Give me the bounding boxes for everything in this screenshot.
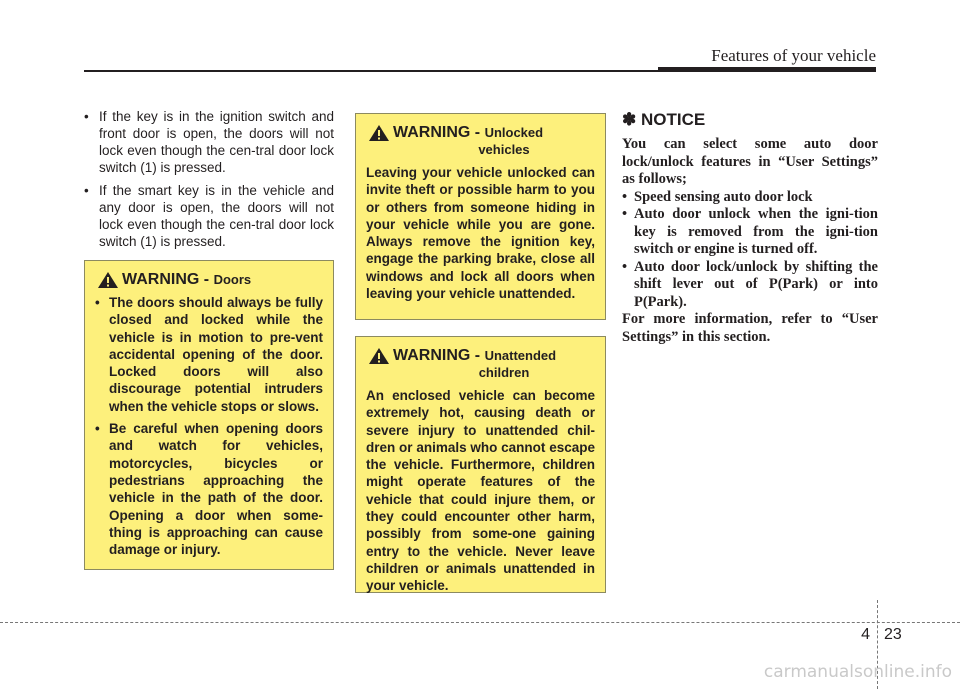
watermark-logo: carmanualsonline.info: [763, 662, 952, 682]
warning-label: WARNING -: [393, 347, 481, 364]
warning-subject: Unattended: [484, 348, 557, 363]
notice-outro: For more information, refer to “User Settings” in this section.: [622, 311, 878, 345]
warning-box-unattended-children: [355, 336, 606, 593]
notice-list-item: • Auto door lock/unlock by shifting the shift lever out of P(Park) or into P(Park).: [622, 259, 878, 312]
warning-subject-line2: children: [478, 365, 530, 380]
warning-triangle-icon: [368, 124, 390, 142]
warning-doors-item: • Be careful when opening doors and watch for vehicles, motorcycles, bicycles or pedestrians approaching the vehicle in the path of the door. Opening a door when some-thing is approaching can cause damage or injury.: [95, 420, 323, 558]
warning-title: [366, 347, 595, 381]
notice-intro: You can select some auto door lock/unlock features in “User Settings” as follows;: [622, 136, 878, 187]
warning-body: Leaving your vehicle unlocked can invite theft or possible harm to you or others from someone hiding in your vehicle while you are gone. Always remove the ignition key, engage the parking brake, close all windows and lock all doors when leaving your vehicle unattended.: [366, 165, 595, 302]
warning-triangle-icon: [97, 271, 119, 289]
warning-box-doors: [84, 260, 334, 570]
warning-body: An enclosed vehicle can become extremely hot, causing death or severe injury to unattended chil-dren or animals who cannot escape the vehicle. Furthermore, children might operate features of the vehicle that could injure them, or they could encounter other harm, possibly from some-one gaining entry to the vehicle. Never leave children or animals unattended in your vehicle.: [366, 388, 595, 594]
notice-title: ✽ NOTICE: [622, 110, 706, 129]
footer-divider: [0, 622, 960, 623]
warning-doors-item: • The doors should always be fully closed and locked while the vehicle is in motion to pre-vent accidental opening of the door. Locked doors will also discourage potential intruders when the vehicle stops or slows.: [95, 294, 323, 415]
intro-bullet-item: • If the smart key is in the vehicle and any door is open, the doors will not lock even though the cen-tral door lock switch (1) is pressed.: [84, 182, 334, 250]
chapter-number: 4: [861, 626, 870, 643]
notice-column: [622, 110, 878, 346]
notice-list-item: • Speed sensing auto door lock: [622, 189, 878, 207]
warning-triangle-icon: [368, 347, 390, 365]
warning-title: [95, 271, 323, 288]
warning-title: [366, 124, 595, 158]
header-rule-accent: [658, 67, 876, 72]
section-header-title: Features of your vehicle: [711, 46, 876, 65]
notice-list: [622, 189, 878, 312]
warning-doors-list: [95, 294, 323, 558]
warning-subject: Doors: [213, 272, 252, 287]
intro-column: [84, 108, 334, 256]
warning-subject-line2: vehicles: [478, 142, 530, 157]
page-number: 23: [884, 626, 902, 643]
intro-bullet-list: [84, 108, 334, 250]
warning-label: WARNING -: [122, 271, 210, 288]
notice-list-item: • Auto door unlock when the igni-tion key is removed from the igni-tion switch or engine is turned off.: [622, 206, 878, 259]
warning-subject: Unlocked: [484, 125, 544, 140]
warning-label: WARNING -: [393, 124, 481, 141]
intro-bullet-item: • If the key is in the ignition switch and front door is open, the doors will not lock even though the cen-tral door lock switch (1) is pressed.: [84, 108, 334, 176]
warning-box-unlocked-vehicles: [355, 113, 606, 320]
